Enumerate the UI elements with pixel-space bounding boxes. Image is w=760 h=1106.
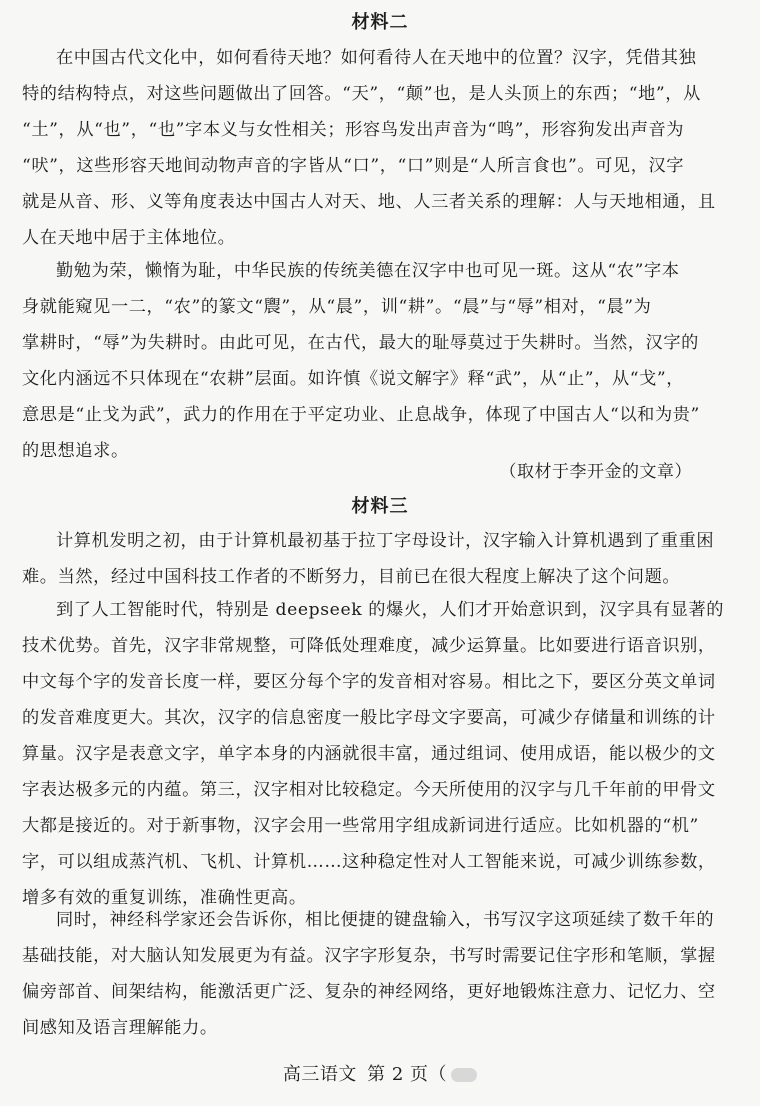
material2-source: （取材于李开金的文章）	[499, 462, 692, 482]
text-line: 算量。汉字是表意文字，单字本身的内涵就很丰富，通过组词、使用成语，能以极少的文	[22, 744, 716, 764]
text-line: 计算机发明之初，由于计算机最初基于拉丁字母设计，汉字输入计算机遇到了重重困	[56, 531, 715, 551]
text-line: 基础技能，对大脑认知发展更为有益。汉字字形复杂，书写时需要记住字形和笔顺，掌握	[22, 946, 716, 966]
text-line: 增多有效的重复训练，准确性更高。	[22, 888, 307, 908]
material2-paragraph-2	[22, 253, 702, 469]
text-line: “吠”，这些形容天地间动物声音的字皆从“口”，“口”则是“人所言食也”。可见，汉字	[22, 156, 685, 176]
material3-paragraph-1	[22, 523, 715, 595]
text-line: 在中国古代文化中，如何看待天地？如何看待人在天地中的位置？汉字，凭借其独	[56, 48, 697, 68]
blurred-text-mark	[451, 1068, 477, 1082]
material3-title: 材料三	[351, 496, 409, 517]
text-line: 的发音难度更大。其次，汉字的信息密度一般比字母文字要高，可减少存储量和训练的计	[22, 708, 716, 728]
text-line: “土”，从“也”，“也”字本义与女性相关；形容鸟发出声音为“鸣”，形容狗发出声音为	[22, 120, 685, 140]
text-line: 的思想追求。	[22, 441, 129, 461]
text-line: 难。当然，经过中国科技工作者的不断努力，目前已在很大程度上解决了这个问题。	[22, 567, 681, 587]
text-line: 就是从音、形、义等角度表达中国古人对天、地、人三者关系的理解：人与天地相通，且	[22, 192, 716, 212]
text-line: 文化内涵远不只体现在“农耕”层面。如许慎《说文解字》释“武”，从“止”，从“戈”，	[22, 369, 685, 389]
text-line: 同时，神经科学家还会告诉你，相比便捷的键盘输入，书写汉字这项延续了数千年的	[56, 910, 715, 930]
text-line: 字，可以组成蒸汽机、飞机、计算机……这种稳定性对人工智能来说，可减少训练参数，	[22, 852, 716, 872]
text-line: 意思是“止戈为武”，武力的作用在于平定功业、止息战争，体现了中国古人“以和为贵”	[22, 405, 700, 425]
text-line: 间感知及语言理解能力。	[22, 1018, 218, 1038]
material2-paragraph-1	[22, 40, 716, 256]
text-line: 人在天地中居于主体地位。	[22, 228, 236, 248]
text-line: 技术优势。首先，汉字非常规整，可降低处理难度，减少运算量。比如要进行语音识别，	[22, 636, 716, 656]
material3-paragraph-2	[22, 592, 725, 916]
text-line: 字表达极多元的内蕴。第三，汉字相对比较稳定。今天所使用的汉字与几千年前的甲骨文	[22, 780, 716, 800]
text-line: 到了人工智能时代，特别是 deepseek 的爆火，人们才开始意识到，汉字具有显著的	[56, 600, 725, 620]
text-line: 偏旁部首、间架结构，能激活更广泛、复杂的神经网络，更好地锻炼注意力、记忆力、空	[22, 982, 716, 1002]
text-line: 勤勉为荣，懒惰为耻，中华民族的传统美德在汉字中也可见一斑。这从“农”字本	[56, 261, 680, 281]
page-footer	[0, 1060, 760, 1086]
material3-paragraph-3	[22, 902, 716, 1046]
footer-subject: 高三语文	[282, 1064, 357, 1085]
text-line: 中文每个字的发音长度一样，要区分每个字的发音相对容易。相比之下，要区分英文单词	[22, 672, 716, 692]
text-line: 特的结构特点，对这些问题做出了回答。“天”，“颠”也，是人头顶上的东西；“地”，从	[22, 84, 701, 104]
material2-title: 材料二	[351, 12, 409, 33]
text-line: 大都是接近的。对于新事物，汉字会用一些常用字组成新词进行适应。比如机器的“机”	[22, 816, 699, 836]
footer-page-number: 第 2 页（	[367, 1064, 448, 1085]
text-line: 身就能窥见一二，“农”的篆文“䢉”，从“晨”，训“耕”。“晨”与“辱”相对，“晨”为	[22, 297, 652, 317]
text-line: 掌耕时，“辱”为失耕时。由此可见，在古代，最大的耻辱莫过于失耕时。当然，汉字的	[22, 333, 699, 353]
